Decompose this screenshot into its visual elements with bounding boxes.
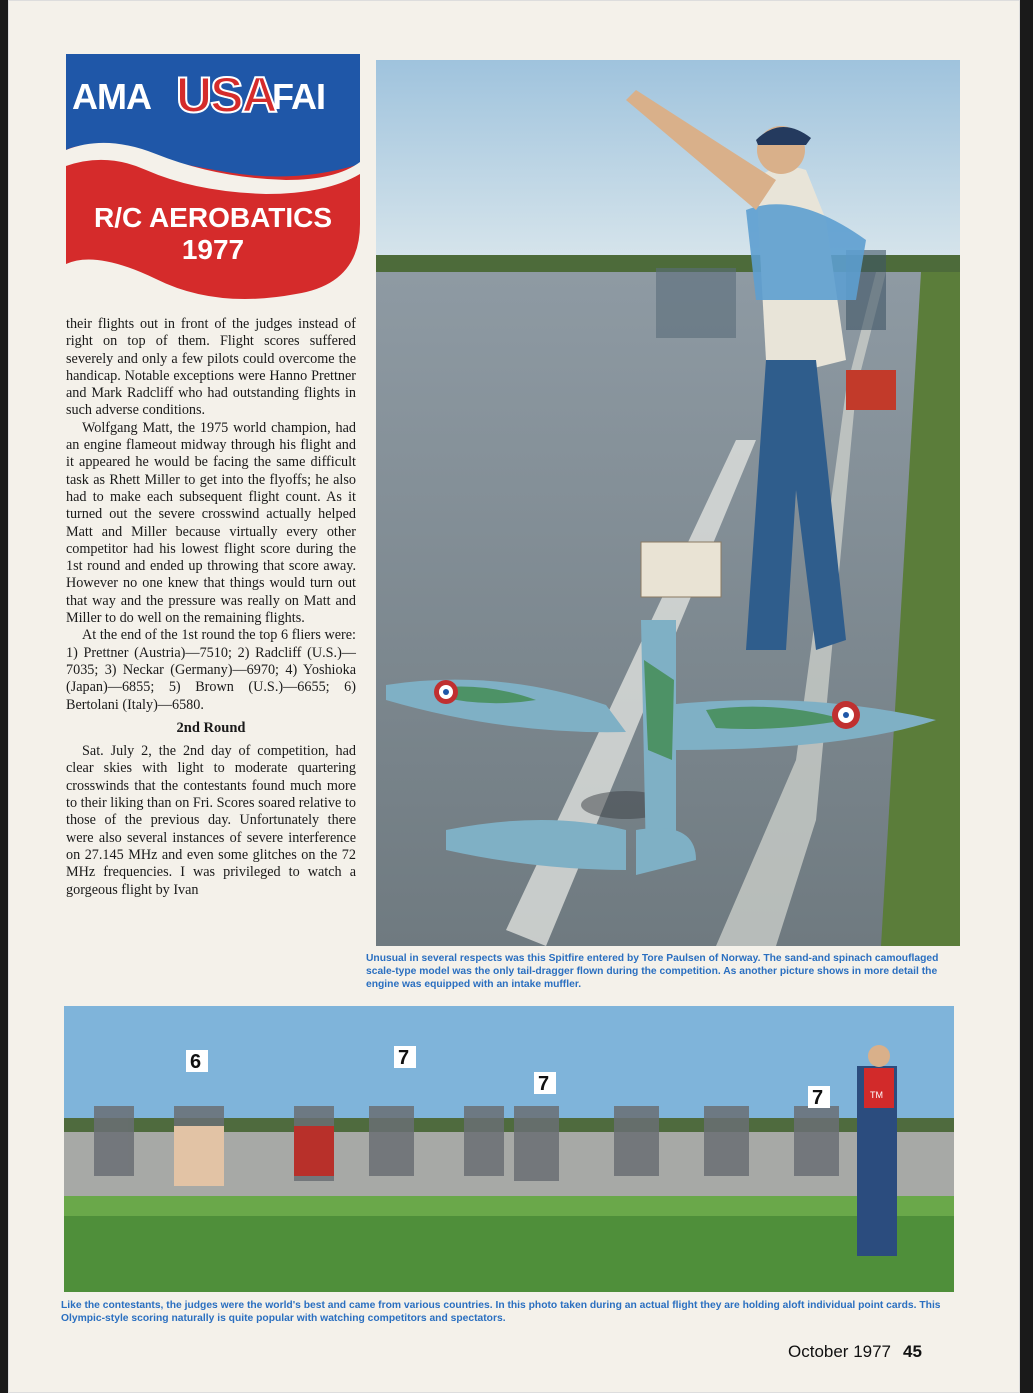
- spitfire-photo: [376, 60, 960, 946]
- section-heading: 2nd Round: [176, 719, 246, 736]
- issue-date: October 1977: [788, 1342, 892, 1361]
- logo-ama-text: AMA: [72, 76, 151, 117]
- logo-year: 1977: [181, 234, 245, 265]
- article-paragraph: Sat. July 2, the 2nd day of competition, had clear skies with light to moderate quartering crosswinds that the contestants found much more to their liking than on Fri. Scores soared relative to those of the previous day. Unfortunately there were also several instances of severe interference on 27.145 MHz and even some glitches on the 72 MHz frequencies. I was privileged to watch a gorgeous flight by Ivan: [66, 743, 356, 898]
- article-paragraph: Wolfgang Matt, the 1975 world champion, had an engine flameout midway through his flight and it appeared he would be facing the same difficult task as Rhett Miller to get into the flyoffs; he also had to make each subsequent flight count. As it turned out the severe crosswind actually helped Matt and Miller because virtually every other competitor had his lowest flight score during the 1st round and ended up throwing that score away. However no one knew that things would turn out that way and the pressure was really on Matt and Miller to do well on the remaining flights.: [66, 419, 356, 627]
- point-card: 7: [812, 1087, 824, 1109]
- point-card: 7: [538, 1073, 550, 1095]
- article-paragraph: their flights out in front of the judges instead of right on top of them. Flight scores suffered severely and only a few pilots could overcome the handicap. Notable exceptions were Hanno Prettner and Mark Radcliff who had outstanding flights in such adverse conditions.: [66, 316, 356, 419]
- vest-text: TM: [870, 1090, 883, 1100]
- logo-fai-text: FAI: [272, 76, 326, 117]
- logo-title: R/C AEROBATICS: [94, 202, 332, 233]
- article-paragraph: At the end of the 1st round the top 6 fliers were: 1) Prettner (Austria)—7510; 2) Radcliff (U.S.)—7035; 3) Neckar (Germany)—6970; 4) Yoshioka (Japan)—6855; 5) Brown (U.S.)—6655; 6) Bertolani (Italy)—6580.: [66, 627, 356, 713]
- page-footer: [788, 1342, 922, 1362]
- ama-usa-fai-logo: [66, 54, 360, 304]
- point-card: 7: [398, 1047, 410, 1069]
- logo-usa-text: USA: [176, 67, 276, 123]
- article-column: [66, 316, 356, 899]
- point-card: 6: [190, 1051, 202, 1073]
- page-number: 45: [903, 1342, 922, 1361]
- magazine-page: [8, 0, 1020, 1393]
- judges-photo: [64, 1006, 954, 1292]
- judges-caption: Like the contestants, the judges were the world's best and came from various countries. In this photo taken during an actual flight they are holding aloft individual point cards. This Olympic-style scoring naturally is quite popular with watching competitors and spectators.: [61, 1300, 941, 1324]
- spitfire-caption: Unusual in several respects was this Spitfire entered by Tore Paulsen of Norway. The sand-and spinach camouflaged scale-type model was the only tail-dragger flown during the competition. As another picture shows in more detail the engine was equipped with an intake muffler.: [366, 953, 939, 990]
